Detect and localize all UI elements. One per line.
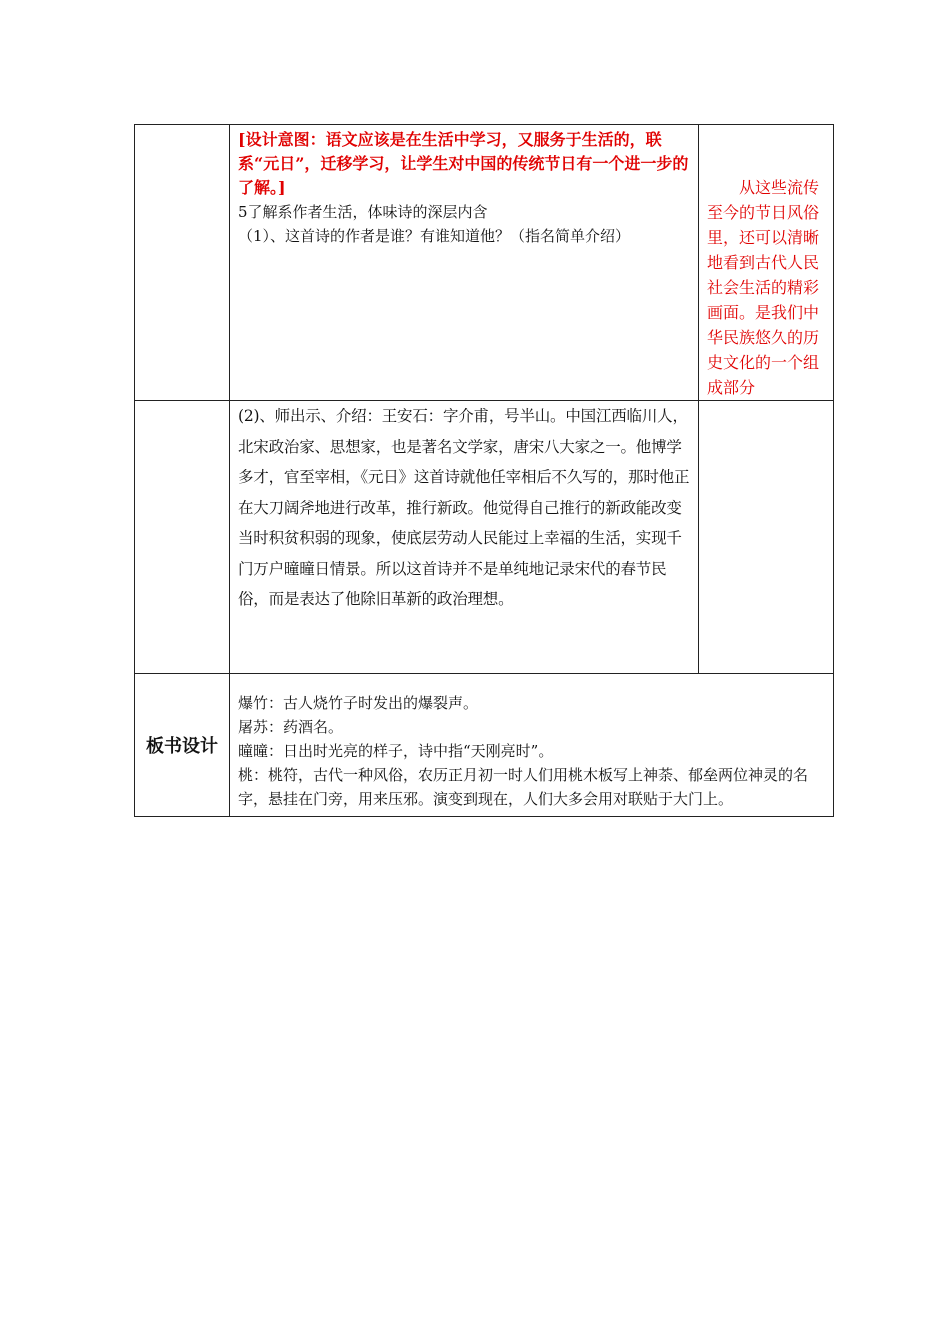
- content-cell: [230, 401, 699, 674]
- board-line-firecracker: 爆竹：古人烧竹子时发出的爆裂声。: [238, 694, 479, 712]
- side-note-text: 从这些流传至今的节日风俗里，还可以清晰地看到古代人民社会生活的精彩画面。是我们中华民族悠久的历史文化的一个组成部分: [707, 178, 820, 397]
- board-line-tusu: 屠苏：药酒名。: [238, 718, 344, 736]
- table-row: [135, 674, 834, 817]
- table-row: [135, 125, 834, 401]
- empty-cell: [135, 125, 230, 401]
- empty-cell: [699, 401, 834, 674]
- author-intro-text: (2)、师出示、介绍：王安石：字介甫，号半山。中国江西临川人，北宋政治家、思想家，也是著名文学家，唐宋八大家之一。他博学多才，官至宰相，《元日》这首诗就他任宰相后不久写的，那时他正在大刀阔斧地进行改革，推行新政。他觉得自己推行的新政能改变当时积贫积弱的现象，使底层劳动人民能过上幸福的生活，实现千门万户曈曈日情景。所以这首诗并不是单纯地记录宋代的春节民俗，而是表达了他除旧革新的政治理想。: [238, 407, 690, 608]
- empty-cell: [135, 401, 230, 674]
- board-design-cell: [230, 674, 834, 817]
- design-intent-text: [设计意图：语文应该是在生活中学习，又服务于生活的，联系“元日”，迁移学习，让学生对中国的传统节日有一个进一步的了解。]: [238, 130, 689, 197]
- step-title: 5了解系作者生活，体味诗的深层内含: [238, 203, 488, 221]
- note-cell: [699, 125, 834, 401]
- board-design-label: 板书设计: [135, 674, 230, 817]
- content-cell: [230, 125, 699, 401]
- table-row: [135, 401, 834, 674]
- step-question: （1）、这首诗的作者是谁？有谁知道他？（指名简单介绍）: [238, 227, 631, 245]
- board-line-tongtong: 曈曈：日出时光亮的样子，诗中指“天刚亮时”。: [238, 742, 554, 760]
- board-line-taofu: 桃：桃符，古代一种风俗，农历正月初一时人们用桃木板写上神荼、郁垒两位神灵的名字，悬挂在门旁，用来压邪。演变到现在，人们大多会用对联贴于大门上。: [238, 766, 809, 808]
- lesson-plan-table: [134, 124, 834, 817]
